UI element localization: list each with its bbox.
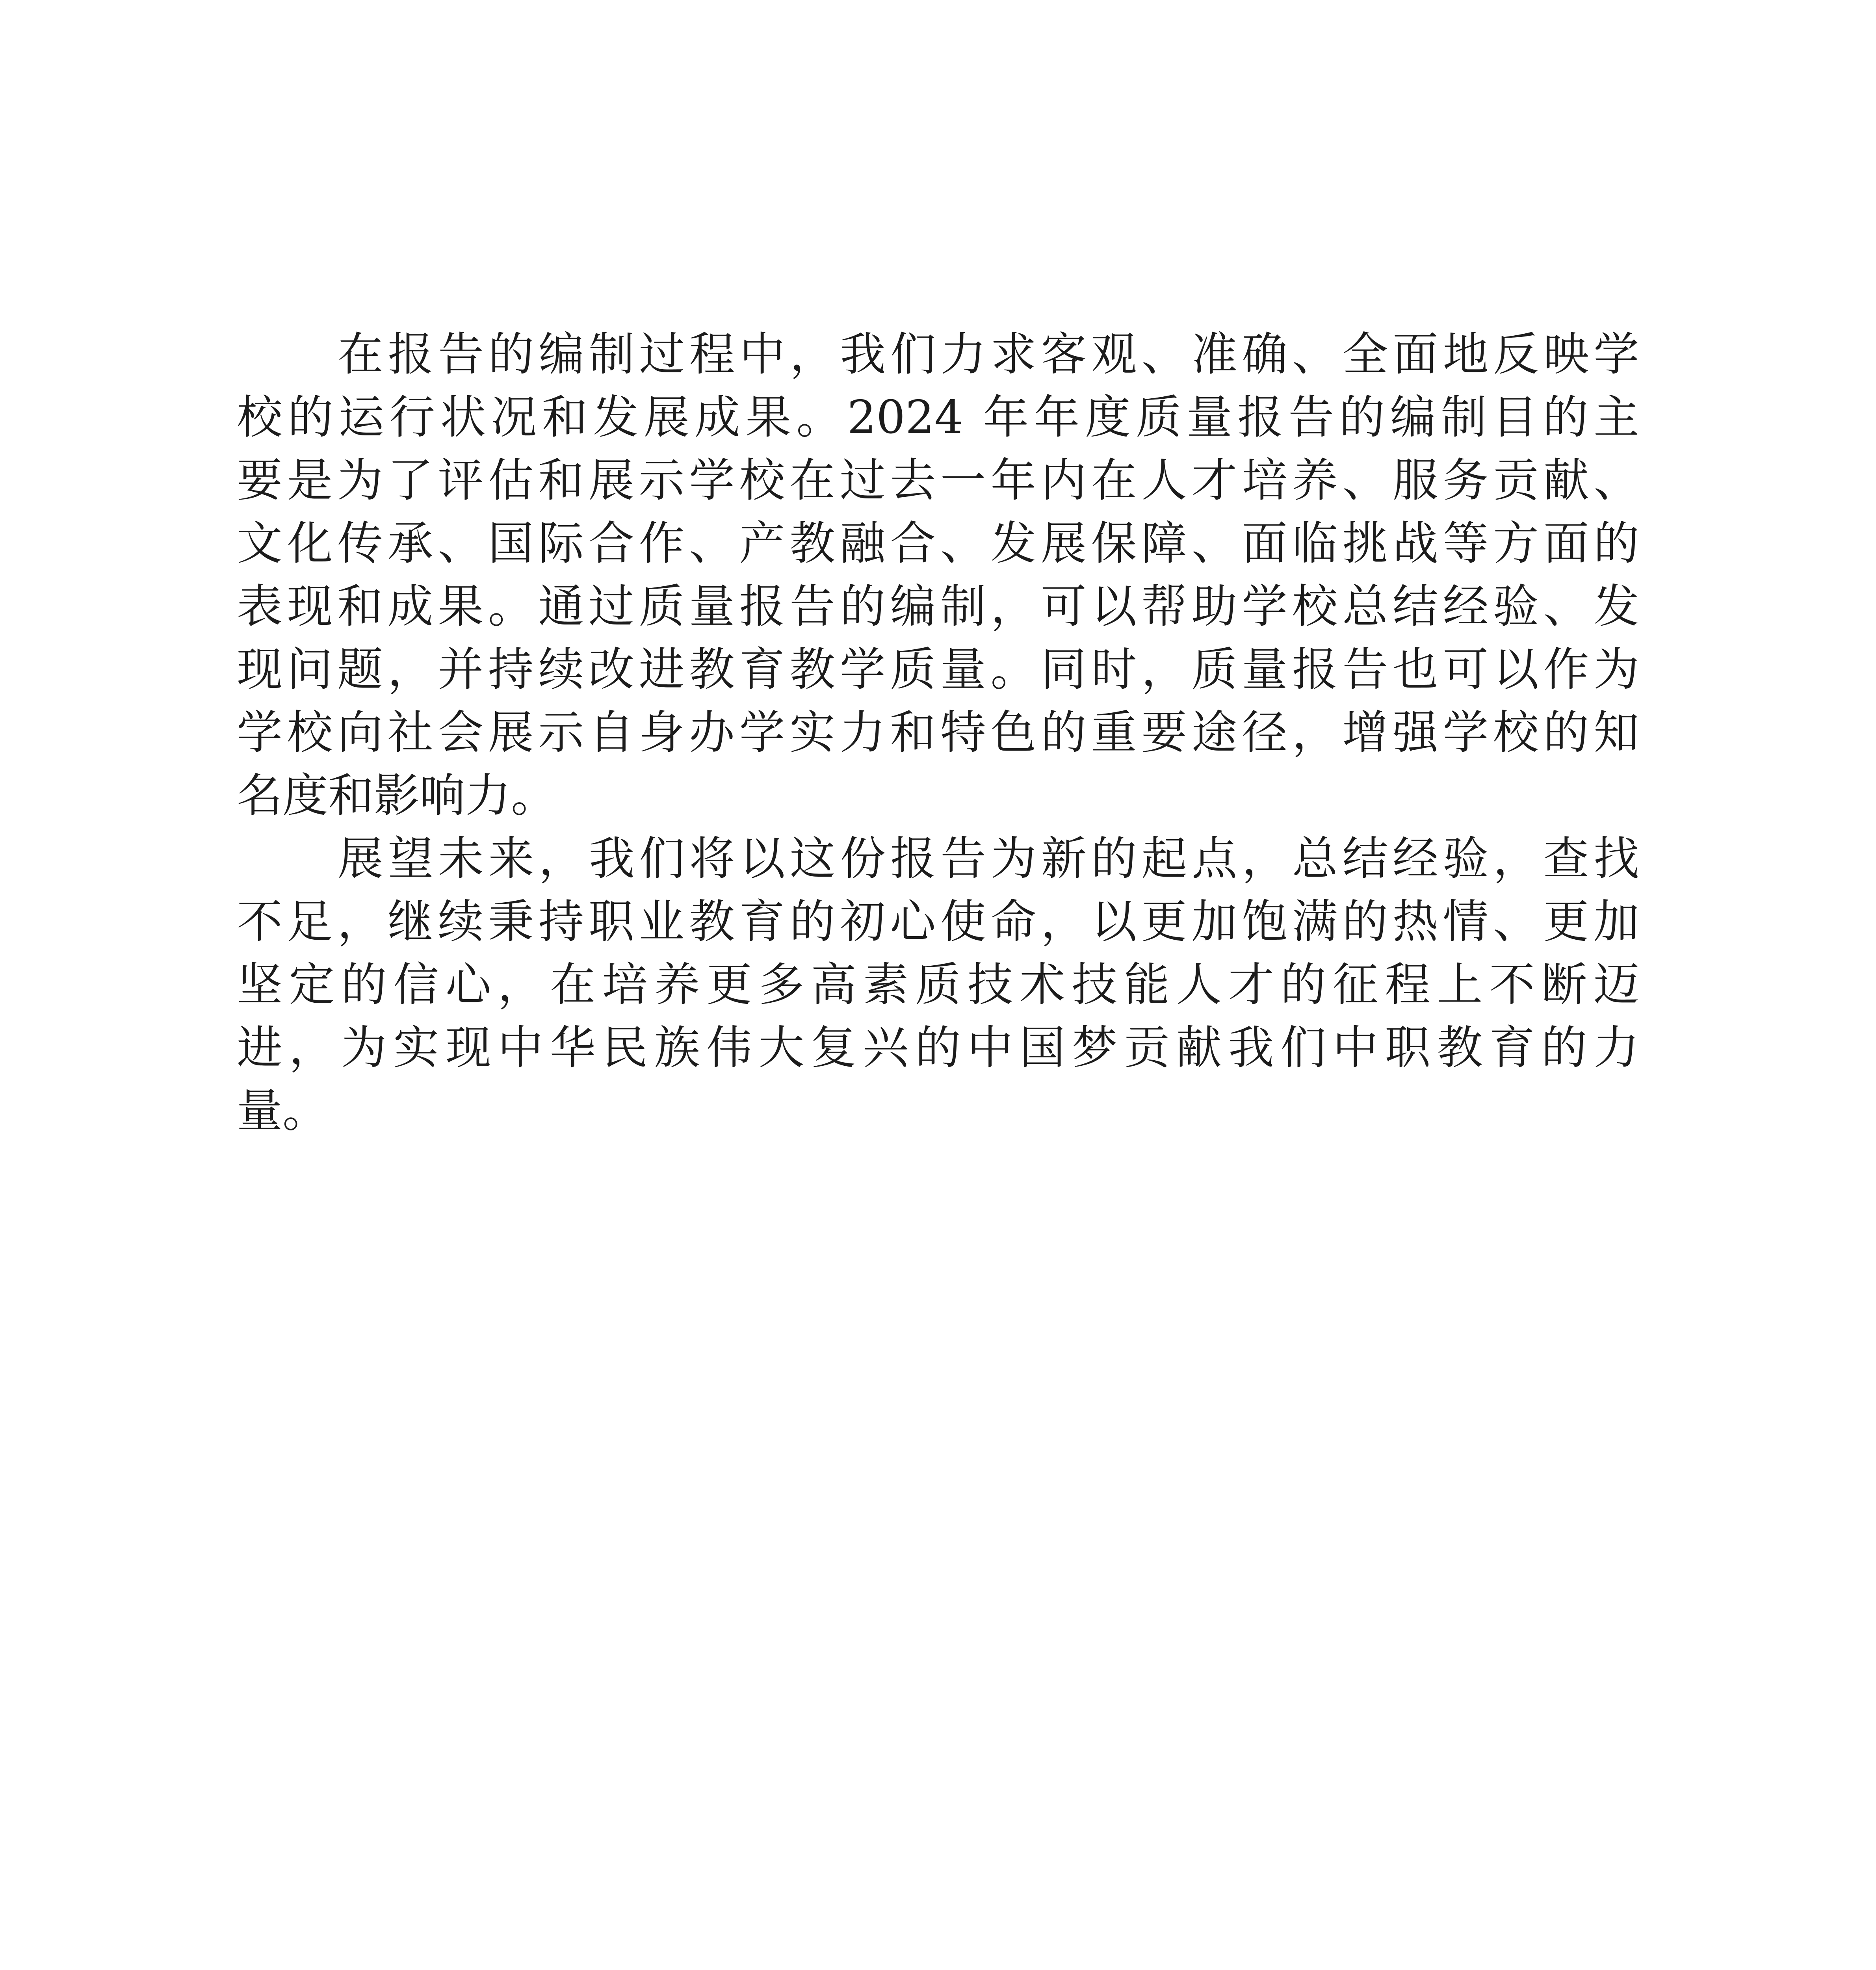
paragraph-line: 进，为实现中华民族伟大复兴的中国梦贡献我们中职教育的力 <box>237 1021 1639 1074</box>
paragraph-line: 不足，继续秉持职业教育的初心使命，以更加饱满的热情、更加 <box>237 895 1639 948</box>
paragraph-line: 展望未来，我们将以这份报告为新的起点，总结经验，查找 <box>338 832 1639 885</box>
paragraph-line: 学校向社会展示自身办学实力和特色的重要途径，增强学校的知 <box>237 706 1639 759</box>
paragraph-line: 坚定的信心，在培养更多高素质技术技能人才的征程上不断迈 <box>237 958 1639 1011</box>
paragraph-1 <box>237 323 1639 827</box>
body-text <box>237 323 1639 1143</box>
paragraph-line: 量。 <box>237 1084 328 1137</box>
paragraph-line: 现问题，并持续改进教育教学质量。同时，质量报告也可以作为 <box>237 643 1639 696</box>
paragraph-line: 名度和影响力。 <box>237 769 557 822</box>
paragraph-2 <box>237 827 1639 1143</box>
paragraph-line: 要是为了评估和展示学校在过去一年内在人才培养、服务贡献、 <box>237 454 1639 507</box>
paragraph-line: 文化传承、国际合作、产教融合、发展保障、面临挑战等方面的 <box>237 517 1639 570</box>
paragraph-line: 校的运行状况和发展成果。2024 年年度质量报告的编制目的主 <box>237 391 1639 444</box>
paragraph-line: 表现和成果。通过质量报告的编制，可以帮助学校总结经验、发 <box>237 580 1639 633</box>
paragraph-line: 在报告的编制过程中，我们力求客观、准确、全面地反映学 <box>338 328 1639 381</box>
